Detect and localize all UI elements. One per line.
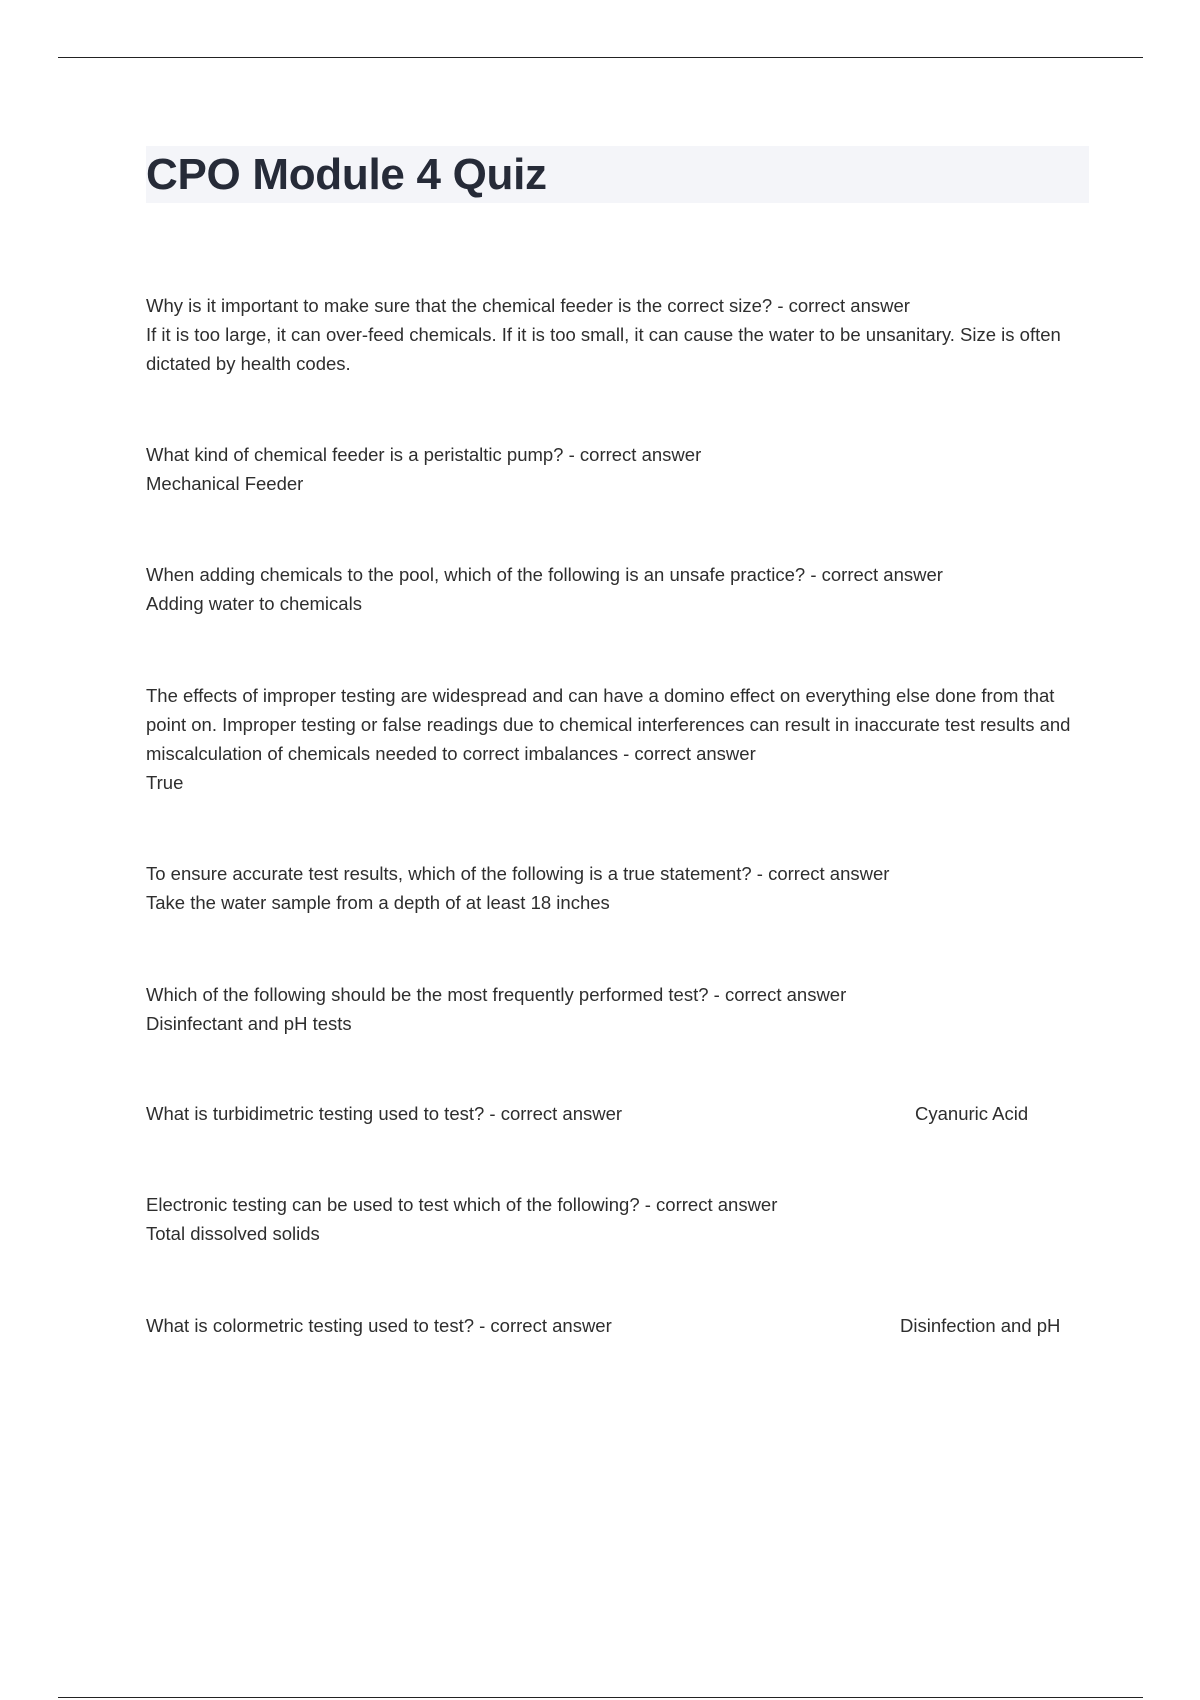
answer-text: Cyanuric Acid — [915, 1103, 1029, 1124]
page-title: CPO Module 4 Quiz — [146, 150, 547, 199]
answer-text: If it is too large, it can over-feed chemicals. If it is too small, it can cause the water to be unsanitary. Size is often dictated by health codes. — [146, 324, 1061, 374]
answer-text: True — [146, 772, 184, 793]
top-divider — [58, 57, 1143, 58]
question-text: What is turbidimetric testing used to test? - correct answer — [146, 1103, 623, 1124]
qa-item — [146, 291, 1086, 378]
answer-text: Adding water to chemicals — [146, 593, 362, 614]
answer-text: Total dissolved solids — [146, 1223, 320, 1244]
qa-item — [146, 1311, 1086, 1340]
question-text: To ensure accurate test results, which of the following is a true statement? - correct answer — [146, 863, 890, 884]
qa-item — [146, 560, 1086, 618]
qa-item — [146, 980, 1086, 1038]
qa-item — [146, 859, 1086, 917]
answer-text: Take the water sample from a depth of at least 18 inches — [146, 892, 610, 913]
qa-item — [146, 1190, 1086, 1248]
answer-text: Disinfection and pH — [900, 1315, 1061, 1336]
question-text: The effects of improper testing are widespread and can have a domino effect on everything else done from that point on. Improper testing or false readings due to chemical interferences can result in inaccurate test results and miscalculation of chemicals needed to correct imbalances - correct answer — [146, 685, 1071, 764]
question-text: When adding chemicals to the pool, which of the following is an unsafe practice? - correct answer — [146, 564, 943, 585]
question-text: Which of the following should be the most frequently performed test? - correct answer — [146, 984, 847, 1005]
bottom-divider — [58, 1697, 1143, 1698]
question-text: What kind of chemical feeder is a peristaltic pump? - correct answer — [146, 444, 702, 465]
question-text: Electronic testing can be used to test which of the following? - correct answer — [146, 1194, 778, 1215]
qa-item — [146, 1099, 1086, 1128]
answer-text: Disinfectant and pH tests — [146, 1013, 352, 1034]
question-text: What is colormetric testing used to test? - correct answer — [146, 1315, 612, 1336]
qa-item — [146, 681, 1086, 797]
question-text: Why is it important to make sure that the chemical feeder is the correct size? - correct answer — [146, 295, 910, 316]
qa-item — [146, 440, 1086, 498]
answer-text: Mechanical Feeder — [146, 473, 304, 494]
